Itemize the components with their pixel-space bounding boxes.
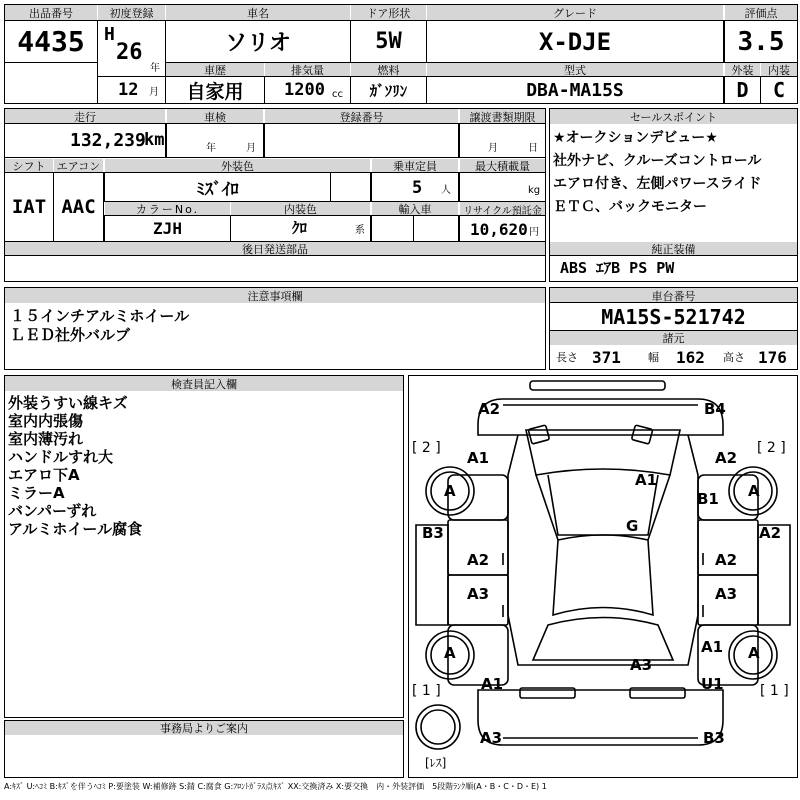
sales-line-1: ★オークションデビュー★: [553, 130, 718, 146]
bracket-front-left: [ 2 ]: [412, 440, 441, 456]
mark-front-bumper-right: B4: [704, 400, 726, 418]
history: 自家用: [165, 76, 265, 104]
fuel-label: 燃料: [351, 63, 426, 77]
shift: IAT: [4, 172, 54, 242]
later-parts-box: [4, 255, 546, 282]
inspector-line-4: ハンドルすれ大: [8, 448, 114, 466]
mark-rear-fender-right: A1: [701, 638, 724, 656]
notes-line-2: ＬＥＤ社外バルブ: [10, 326, 131, 344]
color-no: ZJH: [104, 215, 231, 242]
inspector-label: 検査員記入欄: [5, 376, 403, 391]
reg-year: 26: [116, 40, 143, 65]
grade-label: グレード: [427, 5, 723, 21]
inspector-line-7: バンパーずれ: [8, 502, 97, 520]
insp-year-unit: 年: [206, 143, 216, 154]
mark-windshield: G: [626, 517, 639, 535]
displacement-label: 排気量: [265, 63, 350, 77]
inspector-line-2: 室内内張傷: [8, 412, 84, 430]
payload-label: 最大積載量: [460, 159, 545, 173]
ext-score: D: [724, 76, 761, 104]
int-color-label: 内装色: [231, 202, 370, 216]
mark-hood: A1: [635, 471, 658, 489]
int-color: ｸﾛ: [292, 219, 308, 237]
mileage: 132,239: [70, 130, 146, 151]
insp-month-unit: 月: [246, 143, 256, 154]
ac: AAC: [53, 172, 104, 242]
car-diagram: [408, 375, 798, 778]
door-label: ドア形状: [351, 5, 426, 21]
car-name-label: 車名: [166, 5, 350, 21]
later-parts-label: 後日発送部品: [5, 242, 545, 256]
office-label: 事務局よりご案内: [5, 721, 403, 735]
ac-label: エアコン: [54, 159, 103, 173]
height: 176: [758, 348, 787, 367]
displacement-unit: cc: [332, 89, 343, 100]
ext-color-label: 外装色: [105, 159, 370, 173]
bracket-front-right: [ 2 ]: [757, 440, 786, 456]
inspector-line-5: エアロ下A: [8, 466, 80, 484]
mileage-label: 走行: [5, 109, 165, 124]
era: H: [104, 24, 115, 45]
mark-wheel-rear-right: A: [748, 644, 760, 662]
int-color-unit: 系: [355, 225, 365, 236]
dims-label: 諸元: [550, 331, 797, 345]
mark-pillar-right: B1: [697, 490, 719, 508]
equipment-label: 純正装備: [550, 242, 797, 256]
mark-rear-bumper-left: A3: [480, 729, 503, 747]
bracket-rear-right: [ 1 ]: [760, 683, 789, 699]
capacity-unit: 人: [441, 185, 451, 196]
import-label: 輸入車: [372, 202, 458, 216]
mark-front-door-left: A2: [467, 551, 490, 569]
lot-number: 4435: [4, 20, 98, 63]
int-score-label: 内装: [761, 63, 797, 77]
lot-label: 出品番号: [5, 5, 97, 21]
import-box-a: [371, 215, 414, 242]
recycle: 10,620: [470, 220, 528, 239]
history-label: 車歴: [166, 63, 264, 77]
mark-rear-quarter-right: U1: [701, 675, 724, 693]
reg-month: 12: [118, 80, 139, 100]
mark-front-fender-left: A1: [467, 449, 490, 467]
mark-rear-fender-left: A1: [481, 675, 504, 693]
bracket-rear-left: [ 1 ]: [412, 683, 441, 699]
mark-wheel-front-right: A: [748, 482, 760, 500]
mark-skirt-right: A2: [759, 524, 782, 542]
inspection-label: 車検: [167, 109, 263, 124]
reg-no-box: [264, 123, 459, 158]
sales-line-3: エアロ付き、左側パワースライド: [553, 176, 762, 192]
mark-rear-bumper-right: B3: [703, 729, 725, 747]
sales-label: セールスポイント: [550, 109, 797, 124]
width-label: 幅: [648, 351, 659, 364]
shift-label: シフト: [5, 159, 53, 173]
fuel: ｶﾞｿﾘﾝ: [350, 76, 427, 104]
transfer-day-unit: 日: [528, 143, 538, 154]
score: 3.5: [724, 20, 798, 63]
ext-color-blank: [330, 172, 371, 202]
mark-wheel-front-left: A: [444, 482, 456, 500]
reg-no-label: 登録番号: [265, 109, 458, 124]
import-box-b: [413, 215, 459, 242]
notes-line-1: １５インチアルミホイール: [10, 307, 190, 325]
door: 5W: [350, 20, 427, 63]
mark-front-bumper-left: A2: [478, 400, 501, 418]
score-label: 評価点: [725, 5, 797, 21]
capacity-label: 乗車定員: [372, 159, 458, 173]
mark-wheel-rear-left: A: [444, 644, 456, 662]
sales-line-4: ＥＴＣ、バックモニター: [553, 199, 707, 215]
spare-label: [ﾚｽ]: [425, 756, 447, 770]
equipment-value: ABS ｴｱB PS PW: [560, 259, 675, 277]
model-label: 型式: [427, 63, 723, 77]
ext-color: ﾐｽﾞｲﾛ: [104, 172, 331, 202]
length-label: 長さ: [556, 351, 578, 364]
legend: A:ｷｽﾞ U:ﾍｺﾐ B:ｷｽﾞを伴うﾍｺﾐ P:要塗装 W:補修跡 S:錆 C:腐食 G:ﾌﾛﾝﾄｶﾞﾗｽ点ｷｽﾞ XX:交換済み X:要交換 内・外装評価 5段階ﾗﾝｸ順(A・B・C・D・E) 1: [4, 782, 547, 791]
capacity: 5: [412, 178, 423, 198]
mark-rear-door-right: A3: [715, 585, 738, 603]
transfer-month-unit: 月: [488, 143, 498, 154]
mark-rear-door-left: A3: [467, 585, 490, 603]
chassis-number: MA15S-521742: [549, 302, 798, 331]
inspector-line-3: 室内薄汚れ: [8, 430, 84, 448]
height-label: 高さ: [723, 351, 745, 364]
displacement: 1200: [284, 80, 325, 100]
grade: X-DJE: [426, 20, 724, 63]
int-score: C: [760, 76, 798, 104]
car-name: ソリオ: [165, 20, 351, 63]
model: DBA-MA15S: [426, 76, 724, 104]
inspector-line-8: アルミホイール腐食: [8, 520, 143, 538]
reg-year-unit: 年: [150, 63, 160, 74]
inspector-line-6: ミラーA: [8, 484, 65, 502]
transfer-label: 譲渡書類期限: [460, 109, 545, 124]
inspector-line-1: 外装うすい線キズ: [8, 394, 128, 412]
mark-front-fender-right: A2: [715, 449, 738, 467]
payload-unit: kg: [528, 185, 541, 196]
reg-month-unit: 月: [149, 87, 159, 98]
recycle-label: リサイクル預託金: [460, 202, 545, 216]
mark-front-door-right: A2: [715, 551, 738, 569]
mark-skirt-left: B3: [422, 524, 444, 542]
length: 371: [592, 348, 621, 367]
width: 162: [676, 348, 705, 367]
ext-score-label: 外装: [725, 63, 760, 77]
first-reg-label: 初度登録: [98, 5, 165, 21]
notes-label: 注意事項欄: [5, 288, 545, 303]
mark-rear-roof: A3: [630, 656, 653, 674]
chassis-label: 車台番号: [550, 288, 797, 303]
sales-line-2: 社外ナビ、クルーズコントロール: [553, 153, 762, 169]
recycle-unit: 円: [529, 227, 539, 238]
lot-blank: [4, 62, 98, 104]
color-no-label: カラーNo.: [105, 202, 230, 216]
mileage-unit: km: [144, 130, 165, 150]
